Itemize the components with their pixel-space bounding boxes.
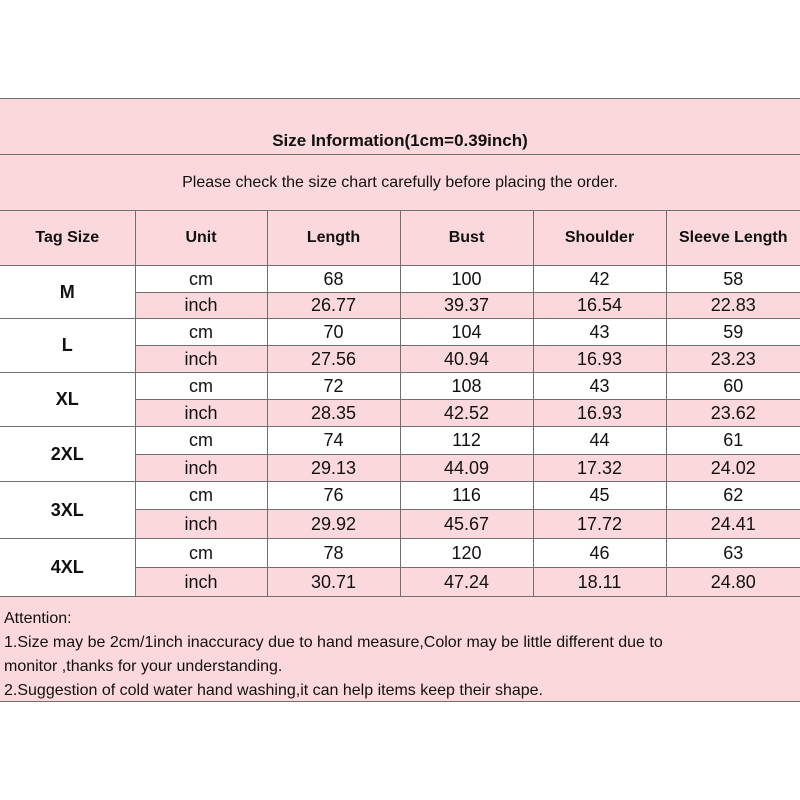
bust-cell: 45.67	[400, 510, 533, 539]
attention-notes	[4, 607, 794, 703]
shoulder-cell: 45	[533, 482, 666, 510]
shoulder-cell: 42	[533, 266, 666, 293]
unit-cell: inch	[135, 568, 267, 597]
unit-cell: cm	[135, 373, 267, 400]
table-row	[0, 482, 800, 510]
shoulder-cell: 17.32	[533, 455, 666, 482]
unit-cell: inch	[135, 400, 267, 427]
sleeve-length-cell: 23.23	[666, 346, 800, 373]
size-table	[0, 211, 800, 597]
unit-cell: cm	[135, 266, 267, 293]
bust-cell: 120	[400, 539, 533, 568]
table-row	[0, 266, 800, 293]
bust-cell: 112	[400, 427, 533, 455]
bust-cell: 39.37	[400, 293, 533, 319]
unit-cell: inch	[135, 346, 267, 373]
attention-line: 2.Suggestion of cold water hand washing,it can help items keep their shape.	[4, 682, 543, 699]
sleeve-length-cell: 60	[666, 373, 800, 400]
shoulder-cell: 16.54	[533, 293, 666, 319]
sleeve-length-cell: 59	[666, 319, 800, 346]
sleeve-length-cell: 24.41	[666, 510, 800, 539]
length-cell: 76	[267, 482, 400, 510]
shoulder-cell: 16.93	[533, 346, 666, 373]
table-body	[0, 266, 800, 597]
tag-size-cell: 2XL	[0, 427, 135, 482]
bust-cell: 40.94	[400, 346, 533, 373]
unit-cell: cm	[135, 482, 267, 510]
sleeve-length-cell: 23.62	[666, 400, 800, 427]
length-cell: 74	[267, 427, 400, 455]
sleeve-length-cell: 63	[666, 539, 800, 568]
header-shoulder: Shoulder	[533, 211, 666, 266]
size-chart	[0, 98, 800, 702]
header-sleeve-length: Sleeve Length	[666, 211, 800, 266]
shoulder-cell: 43	[533, 319, 666, 346]
tag-size-cell: 3XL	[0, 482, 135, 539]
shoulder-cell: 46	[533, 539, 666, 568]
unit-cell: inch	[135, 293, 267, 319]
unit-cell: cm	[135, 319, 267, 346]
attention-line: 1.Size may be 2cm/1inch inaccuracy due to hand measure,Color may be little different due to	[4, 634, 663, 651]
bust-cell: 42.52	[400, 400, 533, 427]
sleeve-length-cell: 24.02	[666, 455, 800, 482]
chart-subtitle: Please check the size chart carefully before placing the order.	[0, 155, 800, 211]
header-length: Length	[267, 211, 400, 266]
shoulder-cell: 16.93	[533, 400, 666, 427]
tag-size-cell: L	[0, 319, 135, 373]
attention-heading: Attention:	[4, 610, 72, 627]
shoulder-cell: 17.72	[533, 510, 666, 539]
bust-cell: 44.09	[400, 455, 533, 482]
sleeve-length-cell: 22.83	[666, 293, 800, 319]
length-cell: 78	[267, 539, 400, 568]
table-row	[0, 319, 800, 346]
length-cell: 70	[267, 319, 400, 346]
sleeve-length-cell: 24.80	[666, 568, 800, 597]
sleeve-length-cell: 58	[666, 266, 800, 293]
sleeve-length-cell: 61	[666, 427, 800, 455]
tag-size-cell: XL	[0, 373, 135, 427]
unit-cell: inch	[135, 510, 267, 539]
length-cell: 27.56	[267, 346, 400, 373]
table-row	[0, 373, 800, 400]
unit-cell: cm	[135, 539, 267, 568]
attention-line: monitor ,thanks for your understanding.	[4, 658, 283, 675]
length-cell: 28.35	[267, 400, 400, 427]
unit-cell: cm	[135, 427, 267, 455]
header-bust: Bust	[400, 211, 533, 266]
length-cell: 29.13	[267, 455, 400, 482]
tag-size-cell: M	[0, 266, 135, 319]
shoulder-cell: 43	[533, 373, 666, 400]
bust-cell: 116	[400, 482, 533, 510]
header-unit: Unit	[135, 211, 267, 266]
length-cell: 26.77	[267, 293, 400, 319]
bust-cell: 100	[400, 266, 533, 293]
sleeve-length-cell: 62	[666, 482, 800, 510]
chart-title: Size Information(1cm=0.39inch)	[0, 99, 800, 155]
length-cell: 72	[267, 373, 400, 400]
unit-cell: inch	[135, 455, 267, 482]
header-tag-size: Tag Size	[0, 211, 135, 266]
shoulder-cell: 44	[533, 427, 666, 455]
shoulder-cell: 18.11	[533, 568, 666, 597]
table-row	[0, 539, 800, 568]
length-cell: 68	[267, 266, 400, 293]
table-header-row	[0, 211, 800, 266]
length-cell: 30.71	[267, 568, 400, 597]
bust-cell: 104	[400, 319, 533, 346]
bust-cell: 108	[400, 373, 533, 400]
bust-cell: 47.24	[400, 568, 533, 597]
table-row	[0, 427, 800, 455]
length-cell: 29.92	[267, 510, 400, 539]
tag-size-cell: 4XL	[0, 539, 135, 597]
